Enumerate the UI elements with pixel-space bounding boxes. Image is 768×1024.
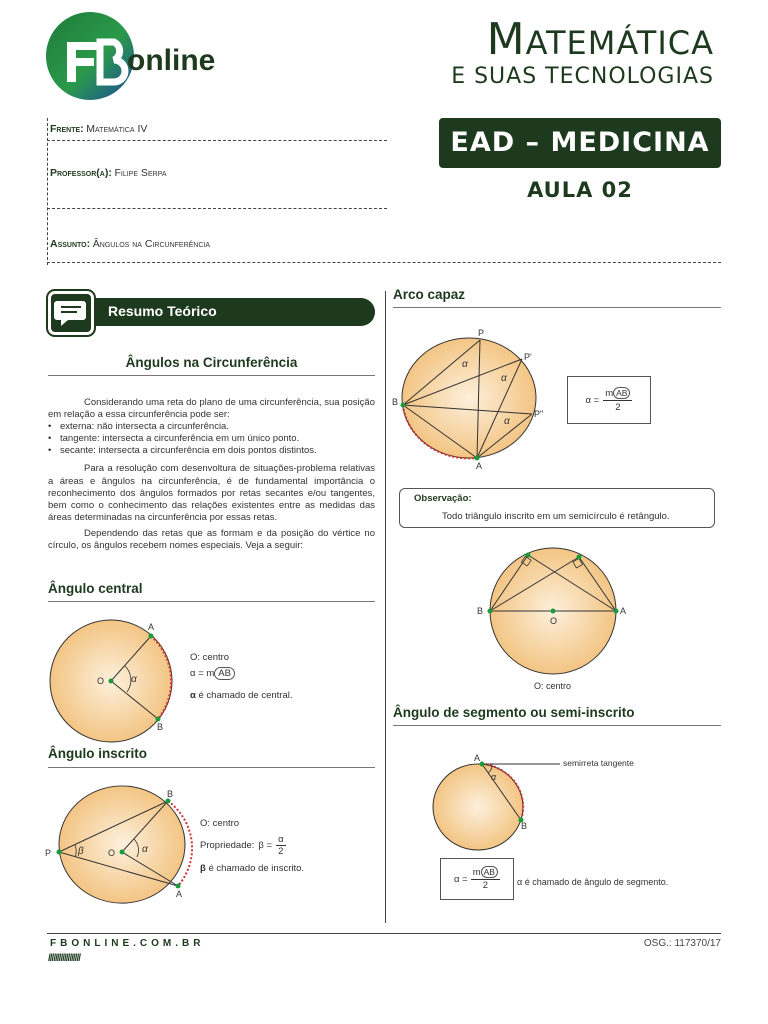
lesson-number: AULA 02 [527, 178, 633, 202]
central-heading: Ângulo central [48, 581, 143, 596]
label-o: O [550, 616, 558, 626]
label-a: A [148, 622, 155, 632]
heading-underline [393, 725, 721, 726]
inscrito-heading: Ângulo inscrito [48, 746, 147, 761]
subtitle: Ângulos na Circunferência [125, 355, 298, 370]
footer-slashes: ////////////////// [48, 953, 81, 964]
point-a [480, 762, 485, 767]
point-a [475, 456, 480, 461]
meta-professor: Professor(a): Filipe Serpa [50, 167, 167, 179]
label-p1: P' [524, 352, 532, 362]
label-p: P [478, 328, 485, 338]
heading-underline [48, 767, 375, 768]
center-point [109, 679, 114, 684]
label-b: B [392, 397, 399, 407]
label-o: O [108, 848, 116, 858]
inscrito-line1: O: centro [200, 818, 240, 829]
logo-text: online [127, 44, 216, 77]
point-a [149, 634, 154, 639]
footer-osg: OSG.: 117370/17 [643, 938, 721, 949]
label-a: A [176, 889, 183, 899]
footer-site: FBONLINE.COM.BR [50, 938, 205, 949]
label-alpha: α [504, 416, 510, 427]
chat-icon [48, 291, 94, 335]
column-divider [385, 291, 386, 923]
label-p2: P" [534, 409, 544, 419]
point-b [156, 717, 161, 722]
point-b [401, 403, 406, 408]
label-b: B [521, 821, 528, 831]
intro-text: Considerando uma reta do plano de uma circunferência, sua posição em relação a essa circunferência pode ser: • externa: não intersecta a circunferência. • tangente: intersecta a circunferência em um único ponto. • secante: intersecta a circunferência em dois pontos distintos. Para a resolução com desenvoltura de situações-problema relativas a áreas e ângulos na circunferência, é de fundamental importância o reconhecimento dos ângulos formados por retas secantes e/ou tangentes, bem como o conhecimento das relações existentes entre as medidas das áreas determinadas na circunferência por essas retas. Dependendo das retas que as formam e da posição do vértice no círculo, os ângulos recebem nomes especiais. Veja a seguir: [48, 397, 375, 552]
subject-subtitle: E SUAS TECNOLOGIAS [451, 64, 714, 89]
section-title: Resumo Teórico [108, 303, 217, 319]
label-alpha: α [501, 373, 507, 384]
arco-capaz-diagram [390, 325, 560, 473]
label-o: O [97, 676, 105, 686]
list-item: • externa: não intersecta a circunferência. [48, 421, 375, 433]
segmento-formula: α = m AB 2 [440, 858, 514, 900]
label-b: B [157, 722, 164, 732]
footer-divider [47, 933, 721, 934]
central-formula: α = m AB [190, 668, 235, 679]
center-point [551, 609, 556, 614]
point-b [166, 799, 171, 804]
observation-title: Observação: [414, 493, 472, 504]
semicircle-diagram [475, 545, 635, 677]
label-alpha: α [491, 772, 497, 782]
arco-capaz-heading: Arco capaz [393, 287, 466, 302]
label-b: B [477, 606, 484, 616]
label-a: A [474, 753, 481, 763]
subtitle-underline [48, 375, 375, 376]
semicircle-caption: O: centro [534, 681, 572, 691]
list-item: • tangente: intersecta a circunferência em um único ponto. [48, 433, 375, 445]
label-beta: β [78, 846, 84, 857]
central-line3: α é chamado de central. [190, 690, 293, 701]
center-point [120, 850, 125, 855]
label-alpha: α [131, 674, 137, 685]
segmento-heading: Ângulo de segmento ou semi-inscrito [393, 705, 635, 720]
meta-frente: Frente: Matemática IV [50, 123, 148, 135]
label-alpha: α [462, 359, 468, 370]
course-banner: EAD – MEDICINA [439, 118, 721, 168]
point-p [57, 850, 62, 855]
meta-assunto: Assunto: Ângulos na Circunferência [50, 238, 211, 250]
divider [47, 208, 387, 209]
list-item: • secante: intersecta a circunferência em dois pontos distintos. [48, 445, 375, 457]
label-p: P [45, 848, 52, 858]
segment-angle-diagram [430, 752, 650, 852]
inscribed-angle-diagram [42, 785, 197, 905]
segmento-caption: α é chamado de ângulo de segmento. [517, 877, 669, 887]
arco-formula: α = m AB 2 [567, 376, 651, 424]
label-tangent: semirreta tangente [563, 758, 634, 768]
point-a [614, 609, 619, 614]
heading-underline [48, 601, 375, 602]
inscrito-line3: β é chamado de inscrito. [200, 863, 305, 874]
divider [47, 140, 387, 141]
observation-text: Todo triângulo inscrito em um semicírculo é retângulo. [442, 511, 670, 522]
position-list [48, 421, 375, 457]
subject-title: MATEMÁTICA [486, 14, 714, 65]
fbonline-logo [45, 12, 230, 104]
label-alpha: α [142, 844, 148, 855]
central-angle-diagram [45, 615, 185, 745]
heading-underline [393, 307, 721, 308]
label-a: A [620, 606, 627, 616]
point-a [176, 884, 181, 889]
central-line1: O: centro [190, 652, 230, 663]
label-a: A [476, 461, 483, 471]
divider [47, 262, 721, 263]
inscrito-property: Propriedade: β = $\frac{\alpha}{2}$ [200, 834, 284, 857]
point-b [488, 609, 493, 614]
label-b: B [167, 789, 174, 799]
